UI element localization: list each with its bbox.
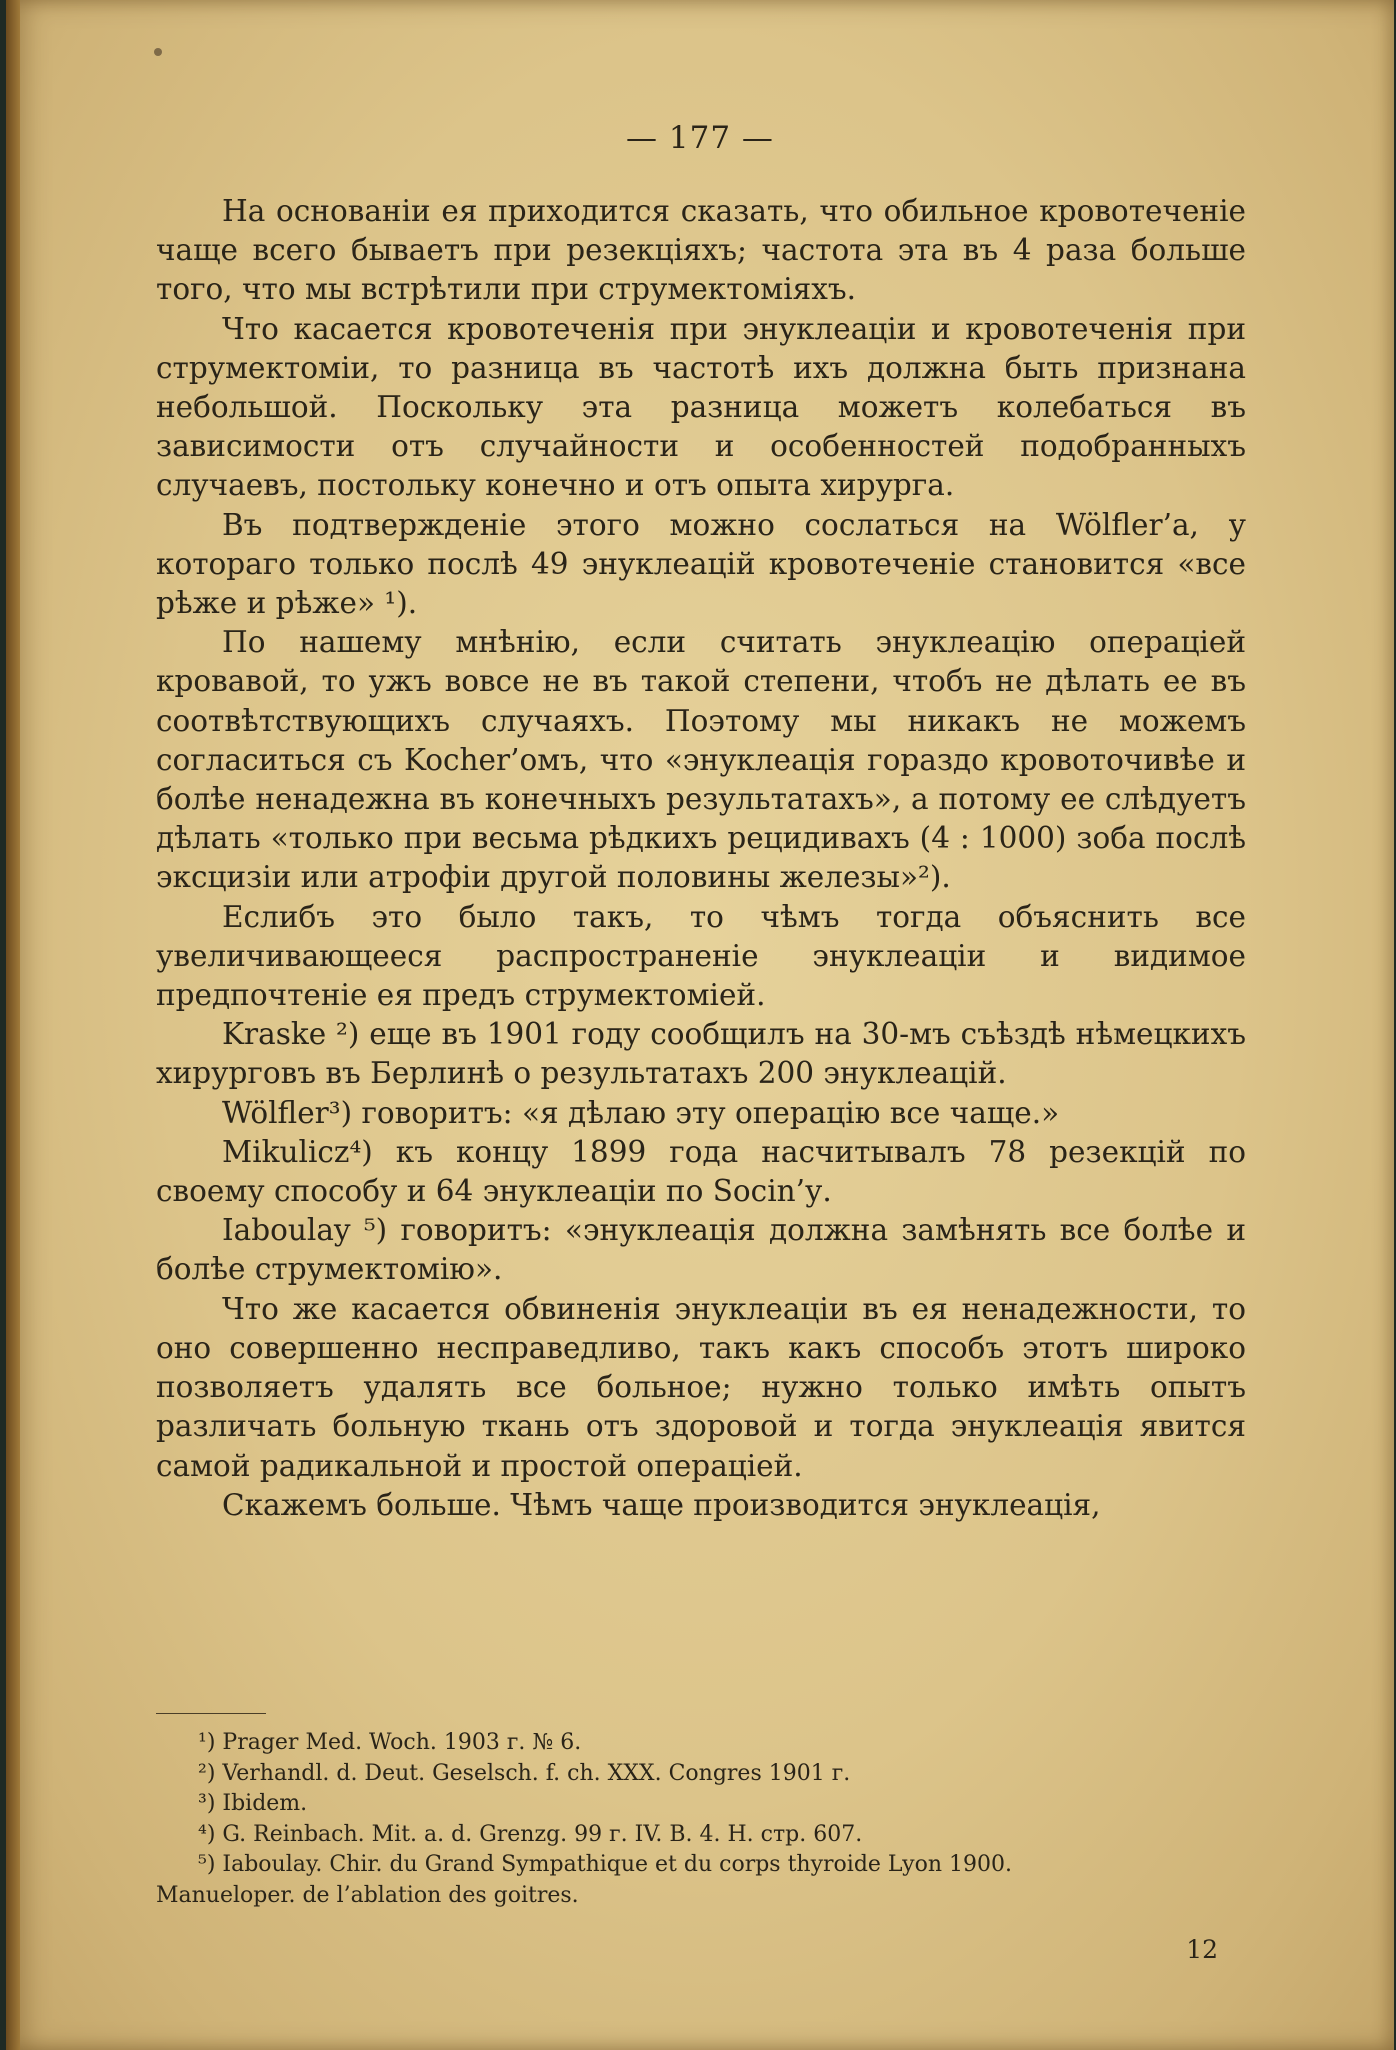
- footnote: ⁴) G. Reinbach. Mit. a. d. Grenzg. 99 г. IV. B. 4. H. стр. 607.: [198, 1821, 863, 1847]
- footnotes: [156, 1728, 1246, 1911]
- footnote: ²) Verhandl. d. Deut. Geselsch. f. ch. XXX. Congres 1901 г.: [198, 1760, 851, 1786]
- paragraph: Въ подтвержденіе этого можно сослаться на Wölfler’а, у котораго только послѣ 49 энуклеацій кровотеченіе становится «все рѣже и рѣже» ¹).: [156, 507, 1246, 621]
- body-text: [156, 192, 1246, 1525]
- book-page: [6, 0, 1394, 2050]
- paragraph: На основаніи ея приходится сказать, что обильное кровотеченіе чаще всего бываетъ при резекціяхъ; частота эта въ 4 раза больше того, что мы встрѣтили при струмектоміяхъ.: [156, 194, 1246, 307]
- paragraph: Wölfler³) говоритъ: «я дѣлаю эту операцію все чаще.»: [222, 1095, 1060, 1130]
- paragraph: Iaboulay ⁵) говоритъ: «энуклеація должна замѣнять все болѣе и болѣе струмектомію».: [156, 1213, 1246, 1287]
- footnote: ¹) Prager Med. Woch. 1903 г. № 6.: [198, 1730, 582, 1755]
- paragraph: Скажемъ больше. Чѣмъ чаще производится энуклеація,: [222, 1487, 1101, 1522]
- paper-spot: [154, 48, 162, 56]
- paragraph: Kraske ²) еще въ 1901 году сообщилъ на 30-мъ съѣздѣ нѣмецкихъ хирурговъ въ Берлинѣ о результатахъ 200 энуклеацій.: [156, 1017, 1246, 1091]
- paragraph: Что же касается обвиненія энуклеаціи въ ея ненадежности, то оно совершенно несправедливо, такъ какъ способъ этотъ широко позволяетъ удалять все больное; нужно только имѣть опытъ различать больную ткань отъ здоровой и тогда энуклеація явится самой радикальной и простой операціей.: [156, 1291, 1246, 1483]
- page-number: — 177 —: [626, 120, 774, 156]
- footnote: ³) Ibidem.: [198, 1791, 308, 1816]
- paragraph: Mikulicz⁴) къ концу 1899 года насчитывалъ 78 резекцій по своему способу и 64 энуклеаціи по Socin’у.: [156, 1134, 1246, 1209]
- paragraph: По нашему мнѣнію, если считать энуклеацію операціей кровавой, то ужъ вовсе не въ такой степени, чтобъ не дѣлать ее въ соотвѣтствующихъ случаяхъ. Поэтому мы никакъ не можемъ согласиться съ Kocher’омъ, что «энуклеація гораздо кровоточивѣе и болѣе ненадежна въ конечныхъ результатахъ», а потому ее слѣдуетъ дѣлать «только при весьма рѣдкихъ рецидивахъ (4 : 1000) зоба послѣ эксцизіи или атрофіи другой половины железы»²).: [156, 625, 1246, 895]
- paragraph: Что касается кровотеченія при энуклеаціи и кровотеченія при струмектоміи, то разница въ частотѣ ихъ должна быть признана небольшой. Поскольку эта разница можетъ колебаться въ зависимости отъ случайности и особенностей подобранныхъ случаевъ, постольку конечно и отъ опыта хирурга.: [156, 311, 1246, 503]
- sheet-signature: 12: [1186, 1935, 1218, 1964]
- footnote: ⁵) Iaboulay. Chir. du Grand Sympathique et du corps thyroide Lyon 1900.: [198, 1852, 1012, 1877]
- footnote-continuation: Manueloper. de l’ablation des goitres.: [156, 1882, 579, 1908]
- paragraph: Еслибъ это было такъ, то чѣмъ тогда объяснить все увеличивающееся распространеніе энуклеаціи и видимое предпочтеніе ея предъ струмектоміей.: [156, 899, 1246, 1013]
- page-spine-edge: [6, 0, 20, 2050]
- footnote-divider: [156, 1713, 266, 1714]
